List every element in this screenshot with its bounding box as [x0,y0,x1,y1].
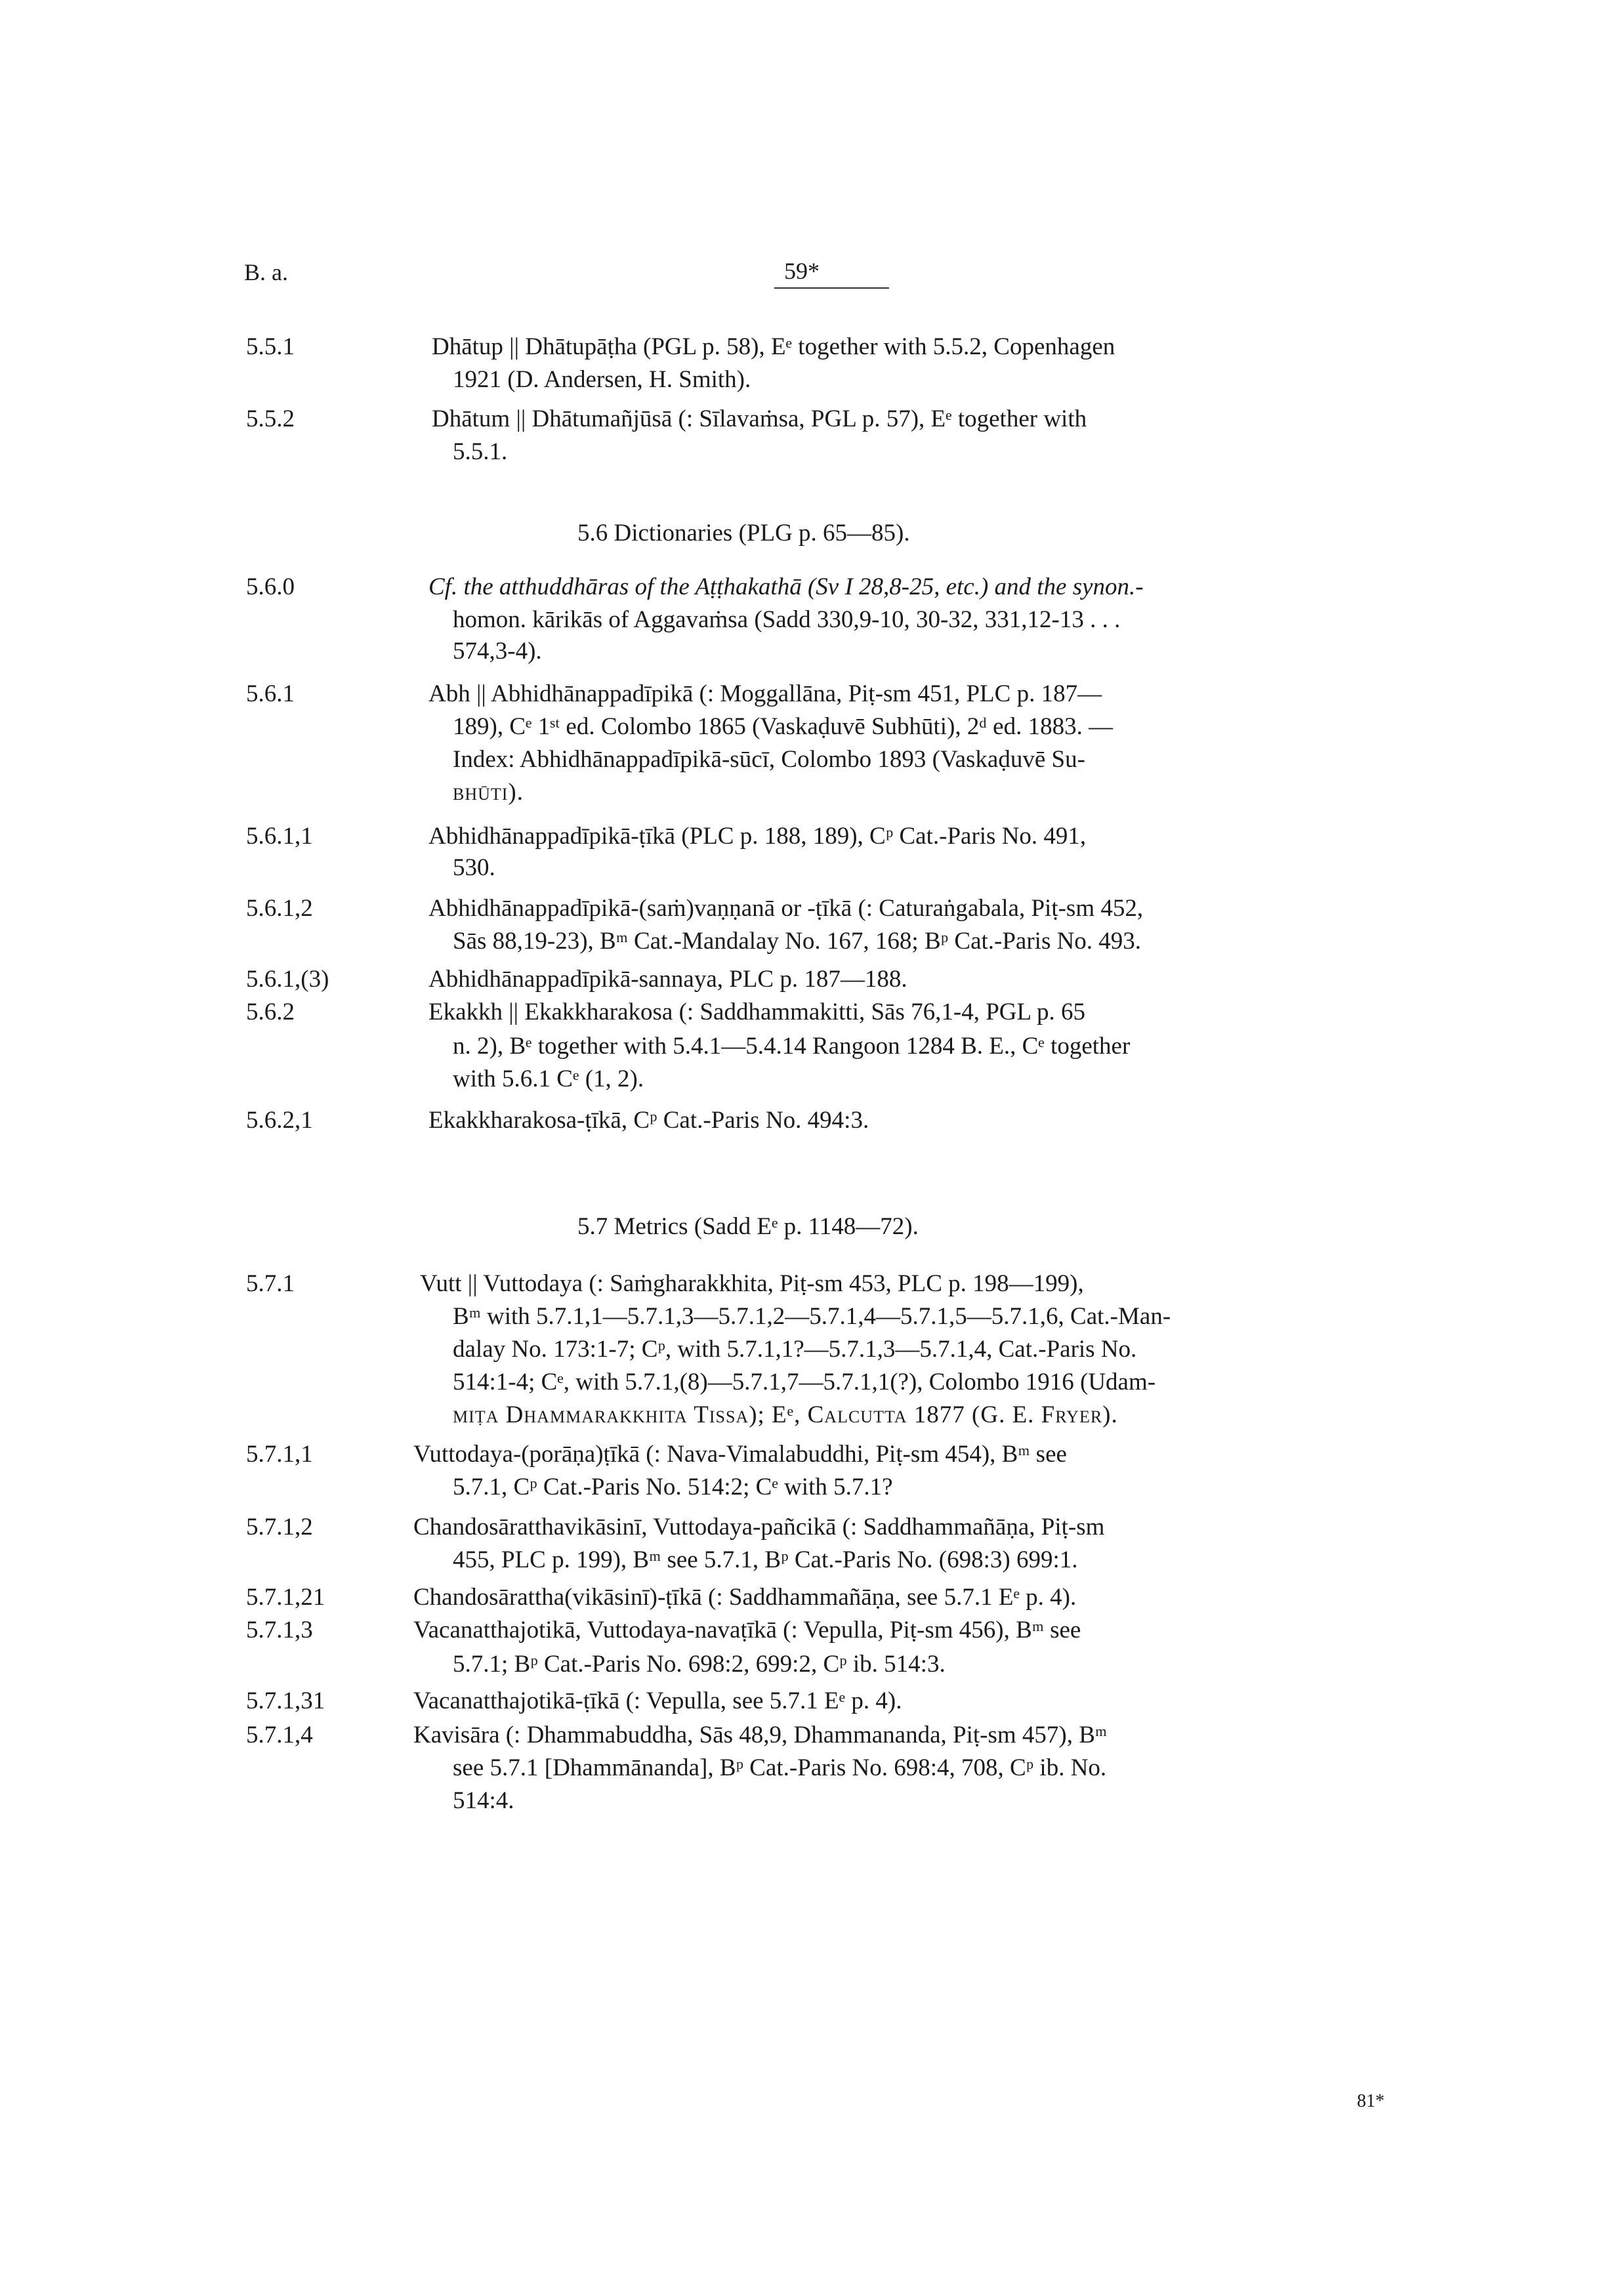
entry-line: Ekakkharakosa-ṭīkā, Cᵖ Cat.-Paris No. 494:3. [428,1107,869,1134]
entry-number: 5.7.1 [246,1270,295,1297]
entry-line: Vacanatthajotikā-ṭīkā (: Vepulla, see 5.7.1 Eᵉ p. 4). [413,1687,902,1714]
entry-number: 5.7.1,2 [246,1514,313,1540]
entry-number: 5.6.0 [246,573,295,600]
entry-line: Vuttodaya-(porāṇa)ṭīkā (: Nava-Vimalabuddhi, Piṭ-sm 454), Bᵐ see [413,1441,1067,1468]
entry-line: Abhidhānappadīpikā-sannaya, PLC p. 187—188. [428,966,907,993]
entry-line: 1921 (D. Andersen, H. Smith). [453,366,751,393]
signature-mark: 81* [1357,2091,1385,2111]
entry-number: 5.7.1,1 [246,1441,313,1468]
entry-number: 5.7.1,3 [246,1617,313,1644]
entry-line: n. 2), Bᵉ together with 5.4.1—5.4.14 Rangoon 1284 B. E., Cᵉ together [453,1033,1131,1060]
entry-line: Sās 88,19-23), Bᵐ Cat.-Mandalay No. 167, 168; Bᵖ Cat.-Paris No. 493. [453,928,1142,955]
entry-line: Vacanatthajotikā, Vuttodaya-navaṭīkā (: Vepulla, Piṭ-sm 456), Bᵐ see [413,1617,1081,1644]
entry-line: Abhidhānappadīpikā-(saṁ)vaṇṇanā or -ṭīkā (: Caturaṅgabala, Piṭ-sm 452, [428,895,1144,922]
entry-line: 5.7.1; Bᵖ Cat.-Paris No. 698:2, 699:2, Cᵖ ib. 514:3. [453,1651,946,1678]
page-number: 59* [784,258,820,284]
section-heading-metrics: 5.7 Metrics (Sadd Eᵉ p. 1148—72). [577,1213,919,1240]
entry-line: Cf. the atthuddhāras of the Aṭṭhakathā (Sv I 28,8-25, etc.) and the synon.- [428,573,1144,600]
entry-line: Bᵐ with 5.7.1,1—5.7.1,3—5.7.1,2—5.7.1,4—5.7.1,5—5.7.1,6, Cat.-Man- [453,1303,1171,1330]
section-heading-dictionaries: 5.6 Dictionaries (PLG p. 65—85). [577,520,910,547]
entry-number: 5.7.1,4 [246,1722,313,1748]
entry-line: Abhidhānappadīpikā-ṭīkā (PLC p. 188, 189), Cᵖ Cat.-Paris No. 491, [428,823,1087,850]
running-header-left: B. a. [244,259,288,285]
entry-line: see 5.7.1 [Dhammānanda], Bᵖ Cat.-Paris No. 698:4, 708, Cᵖ ib. No. [453,1754,1107,1781]
entry-number: 5.7.1,31 [246,1687,325,1714]
entry-line: 514:4. [453,1787,514,1814]
entry-line: Chandosārattha(vikāsinī)-ṭīkā (: Saddhammañāṇa, see 5.7.1 Eᵉ p. 4). [413,1584,1077,1611]
entry-number: 5.6.1,2 [246,895,313,922]
entry-number: 5.7.1,21 [246,1584,325,1611]
entry-line: with 5.6.1 Cᵉ (1, 2). [453,1065,644,1092]
entry-line: Dhātum || Dhātumañjūsā (: Sīlavaṁsa, PGL p. 57), Eᵉ together with [432,405,1087,432]
entry-line: Chandosāratthavikāsinī, Vuttodaya-pañcikā (: Saddhammañāṇa, Piṭ-sm [413,1514,1105,1540]
header-rule [774,287,889,289]
entry-line: Abh || Abhidhānappadīpikā (: Moggallāna, Piṭ-sm 451, PLC p. 187— [428,680,1102,707]
entry-line: bhūti). [453,779,524,806]
entry-line: 514:1-4; Cᵉ, with 5.7.1,(8)—5.7.1,7—5.7.1,1(?), Colombo 1916 (Udam- [453,1369,1156,1396]
entry-number: 5.6.1,1 [246,823,313,850]
entry-line: 5.5.1. [453,438,508,465]
entry-line: 455, PLC p. 199), Bᵐ see 5.7.1, Bᵖ Cat.-Paris No. (698:3) 699:1. [453,1546,1078,1573]
entry-number: 5.6.1 [246,680,295,707]
entry-line: 574,3-4). [453,638,542,665]
entry-number: 5.5.1 [246,333,295,360]
entry-line: homon. kārikās of Aggavaṁsa (Sadd 330,9-10, 30-32, 331,12-13 . . . [453,606,1121,633]
entry-line: dalay No. 173:1-7; Cᵖ, with 5.7.1,1?—5.7.1,3—5.7.1,4, Cat.-Paris No. [453,1336,1137,1363]
entry-number: 5.6.2,1 [246,1107,313,1134]
entry-line: Vutt || Vuttodaya (: Saṁgharakkhita, Piṭ-sm 453, PLC p. 198—199), [420,1270,1084,1297]
entry-number: 5.6.1,(3) [246,966,329,993]
entry-line: 530. [453,854,495,881]
entry-line: Dhātup || Dhātupāṭha (PGL p. 58), Eᵉ together with 5.5.2, Copenhagen [432,333,1115,360]
entry-line: 5.7.1, Cᵖ Cat.-Paris No. 514:2; Cᵉ with 5.7.1? [453,1474,893,1500]
entry-line: Ekakkh || Ekakkharakosa (: Saddhammakitti, Sās 76,1-4, PGL p. 65 [428,999,1085,1025]
entry-number: 5.5.2 [246,405,295,432]
entry-line: miṭa Dhammarakkhita Tissa); Eᵉ, Calcutta 1877 (G. E. Fryer). [453,1401,1118,1428]
entry-line: Index: Abhidhānappadīpikā-sūcī, Colombo 1893 (Vaskaḍuvē Su- [453,746,1085,773]
entry-line: Kavisāra (: Dhammabuddha, Sās 48,9, Dhammananda, Piṭ-sm 457), Bᵐ [413,1722,1107,1748]
entry-line: 189), Cᵉ 1ˢᵗ ed. Colombo 1865 (Vaskaḍuvē Subhūti), 2ᵈ ed. 1883. — [453,713,1114,740]
entry-number: 5.6.2 [246,999,295,1025]
